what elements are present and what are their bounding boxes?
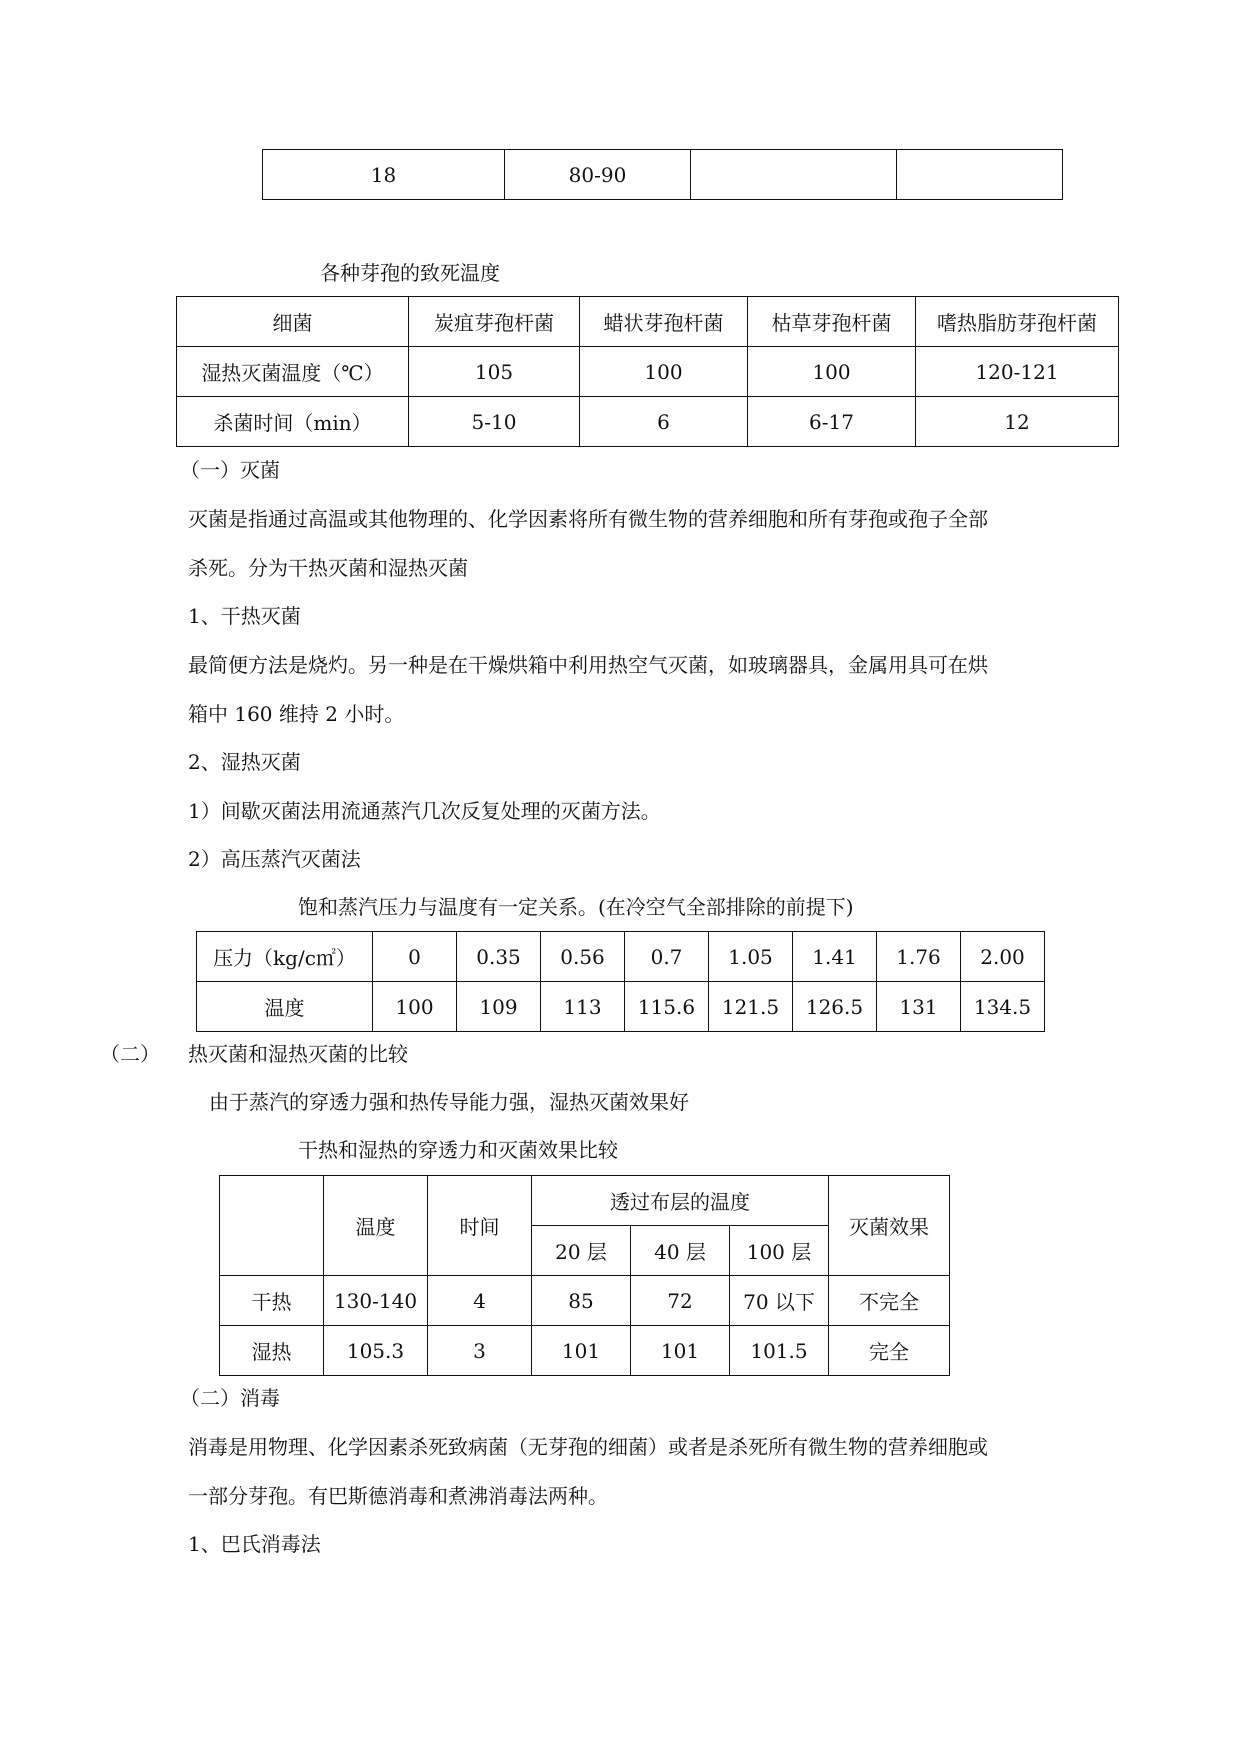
table-row — [220, 1276, 950, 1326]
table-cell: 0.56 — [541, 932, 625, 982]
table-cell: 1.76 — [877, 932, 961, 982]
table-cell: 完全 — [829, 1326, 950, 1376]
table-cell: 湿热灭菌温度（℃） — [177, 347, 409, 397]
table-cell: 2.00 — [961, 932, 1045, 982]
table-row — [177, 297, 1119, 347]
table-cell: 透过布层的温度 — [532, 1176, 829, 1226]
table-cell: 70 以下 — [730, 1276, 829, 1326]
table-cell: 杀菌时间（min） — [177, 397, 409, 447]
list-item: 2）高压蒸汽灭菌法 — [188, 847, 361, 871]
table-cell: 压力（kg/c㎡） — [197, 932, 373, 982]
table-cell: 120-121 — [916, 347, 1119, 397]
table-row — [197, 932, 1045, 982]
table-caption: 干热和湿热的穿透力和灭菌效果比较 — [298, 1138, 618, 1162]
table-cell: 灭菌效果 — [829, 1176, 950, 1276]
list-item: 1）间歇灭菌法用流通蒸汽几次反复处理的灭菌方法。 — [188, 799, 661, 823]
table-cell: 105 — [409, 347, 580, 397]
table-cell: 6-17 — [748, 397, 916, 447]
table-cell: 101 — [631, 1326, 730, 1376]
section-heading: （二）消毒 — [180, 1386, 280, 1410]
table-row — [177, 347, 1119, 397]
table-cell — [691, 150, 897, 200]
paragraph-line: 箱中 160 维持 2 小时。 — [188, 702, 405, 726]
table-cell: 100 — [748, 347, 916, 397]
table-cell: 12 — [916, 397, 1119, 447]
table-cell: 炭疽芽孢杆菌 — [409, 297, 580, 347]
table-cell: 枯草芽孢杆菌 — [748, 297, 916, 347]
table-cell — [220, 1176, 324, 1276]
table-cell: 嗜热脂肪芽孢杆菌 — [916, 297, 1119, 347]
table-cell: 131 — [877, 982, 961, 1032]
table-cell: 80-90 — [505, 150, 691, 200]
paragraph-line: 消毒是用物理、化学因素杀死致病菌（无芽孢的细菌）或者是杀死所有微生物的营养细胞或 — [188, 1435, 988, 1459]
table-cell: 105.3 — [324, 1326, 428, 1376]
table-cell: 1.41 — [793, 932, 877, 982]
table-cell: 温度 — [197, 982, 373, 1032]
table-cell: 126.5 — [793, 982, 877, 1032]
table-cell: 72 — [631, 1276, 730, 1326]
paragraph-line: 一部分芽孢。有巴斯德消毒和煮沸消毒法两种。 — [188, 1484, 608, 1508]
dry-wet-comparison-table — [219, 1175, 950, 1376]
table-cell: 134.5 — [961, 982, 1045, 1032]
table-cell: 109 — [457, 982, 541, 1032]
table-cell: 细菌 — [177, 297, 409, 347]
table-cell: 5-10 — [409, 397, 580, 447]
table-cell: 100 层 — [730, 1226, 829, 1276]
paragraph-line: 灭菌是指通过高温或其他物理的、化学因素将所有微生物的营养细胞和所有芽孢或孢子全部 — [188, 507, 988, 531]
table-cell: 1.05 — [709, 932, 793, 982]
table-cell: 100 — [373, 982, 457, 1032]
table-cell: 0.35 — [457, 932, 541, 982]
spore-lethal-temperature-table — [176, 296, 1119, 447]
subsection-heading: 1、巴氏消毒法 — [188, 1532, 321, 1556]
table-cell: 蜡状芽孢杆菌 — [580, 297, 748, 347]
paragraph-line: 最简便方法是烧灼。另一种是在干燥烘箱中利用热空气灭菌，如玻璃器具，金属用具可在烘 — [188, 653, 988, 677]
table-cell: 时间 — [428, 1176, 532, 1276]
table-cell — [897, 150, 1063, 200]
table-cell: 4 — [428, 1276, 532, 1326]
table-cell: 3 — [428, 1326, 532, 1376]
table-continuation — [262, 149, 1063, 200]
table-cell: 18 — [263, 150, 505, 200]
table-cell: 40 层 — [631, 1226, 730, 1276]
table-cell: 121.5 — [709, 982, 793, 1032]
table-cell: 0.7 — [625, 932, 709, 982]
paragraph-line: 杀死。分为干热灭菌和湿热灭菌 — [188, 556, 468, 580]
table-cell: 20 层 — [532, 1226, 631, 1276]
section-number: （二） — [100, 1042, 160, 1066]
section-heading: （一）灭菌 — [180, 458, 280, 482]
table-row — [220, 1326, 950, 1376]
table-row — [220, 1176, 950, 1226]
table-cell: 130-140 — [324, 1276, 428, 1326]
table-cell: 湿热 — [220, 1326, 324, 1376]
table-cell: 100 — [580, 347, 748, 397]
table-cell: 不完全 — [829, 1276, 950, 1326]
paragraph-line: 由于蒸汽的穿透力强和热传导能力强，湿热灭菌效果好 — [209, 1090, 689, 1114]
table-cell: 0 — [373, 932, 457, 982]
table-caption: 饱和蒸汽压力与温度有一定关系。(在冷空气全部排除的前提下) — [298, 895, 854, 919]
table-cell: 温度 — [324, 1176, 428, 1276]
section-heading: 热灭菌和湿热灭菌的比较 — [188, 1042, 408, 1066]
table-cell: 113 — [541, 982, 625, 1032]
table-cell: 6 — [580, 397, 748, 447]
steam-pressure-temperature-table — [196, 931, 1045, 1032]
subsection-heading: 2、湿热灭菌 — [188, 750, 301, 774]
table-cell: 101.5 — [730, 1326, 829, 1376]
table-cell: 85 — [532, 1276, 631, 1326]
table-cell: 101 — [532, 1326, 631, 1376]
table-row — [263, 150, 1063, 200]
table-row — [177, 397, 1119, 447]
table-cell: 干热 — [220, 1276, 324, 1326]
table-row — [197, 982, 1045, 1032]
subsection-heading: 1、干热灭菌 — [188, 604, 301, 628]
table-cell: 115.6 — [625, 982, 709, 1032]
table-caption: 各种芽孢的致死温度 — [320, 261, 500, 285]
